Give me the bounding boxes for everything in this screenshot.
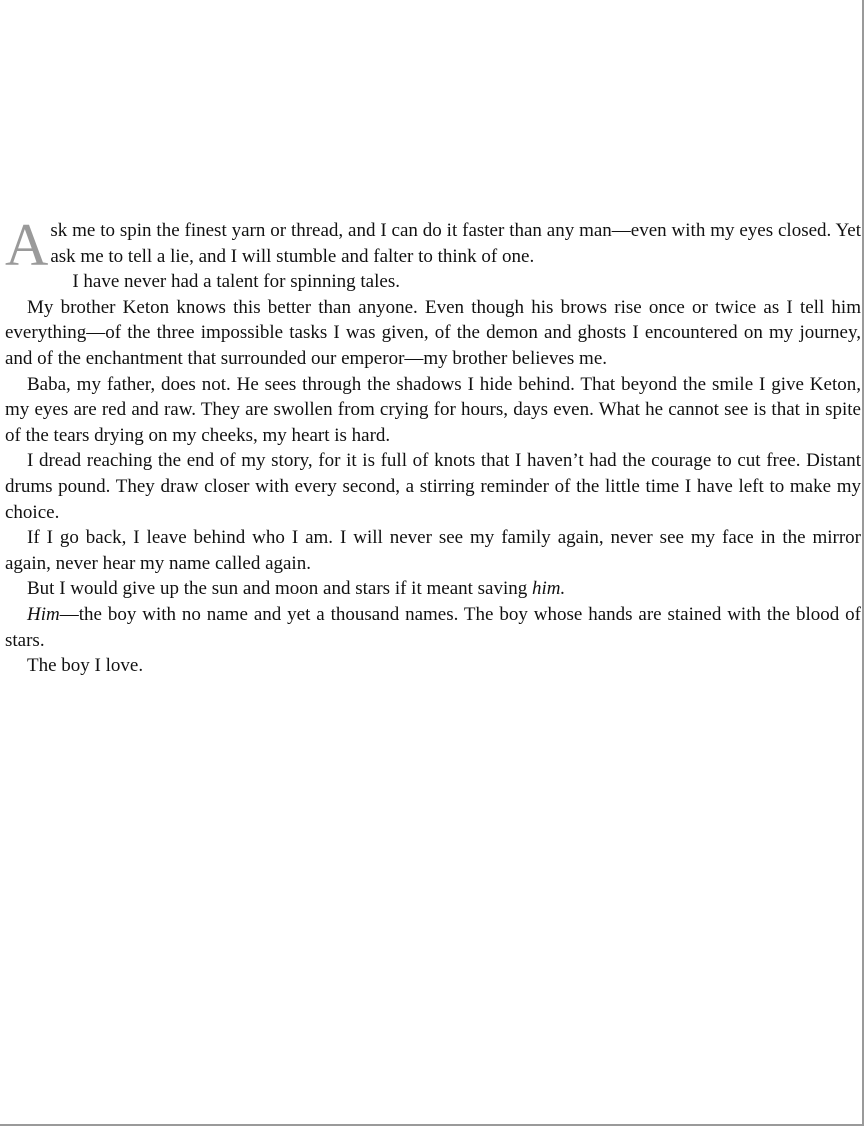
sacrifice-text: But I would give up the sun and moon and stars if it meant saving: [27, 578, 533, 600]
paragraph-go-back: If I go back, I leave behind who I am. I will never see my family again, never see my face in the mirror again, never hear my name called again.: [5, 527, 861, 574]
him-text: —the boy with no name and yet a thousand names. The boy whose hands are stained with the blood of stars.: [5, 603, 861, 651]
paragraph-father: Baba, my father, does not. He sees through the shadows I hide behind. That beyond the smile I give Keton, my eyes are red and raw. They are swollen from crying for hours, days even. What he cannot see is that in spite of the tears drying on my cheeks, my heart is hard.: [5, 373, 861, 446]
him-emphasis: Him: [27, 603, 60, 625]
paragraph-him: [5, 602, 861, 653]
paragraph-brother: My brother Keton knows this better than anyone. Even though his brows rise once or twice as I tell him everything—of the three impossible tasks I was given, of the demon and ghosts I encountered on my journey, and of the enchantment that surrounded our emperor—my brother believes me.: [5, 296, 861, 369]
sacrifice-emphasis: him.: [532, 578, 566, 600]
chapter-text: [5, 212, 861, 679]
paragraph-love: The boy I love.: [27, 655, 144, 677]
paragraph-talent: I have never had a talent for spinning tales.: [72, 271, 400, 293]
opening-paragraph-text: sk me to spin the finest yarn or thread, and I can do it faster than any man—even with my eyes closed. Yet ask me to tell a lie, and I will stumble and falter to think of one.: [50, 220, 861, 267]
drop-cap-letter: A: [5, 212, 49, 278]
opening-paragraph: [5, 212, 861, 278]
paragraph-sacrifice: [5, 576, 861, 602]
paragraph-drums: I dread reaching the end of my story, for it is full of knots that I haven’t had the courage to cut free. Distant drums pound. They draw closer with every second, a stirring reminder of the little time I have left to make my choice.: [5, 450, 861, 523]
